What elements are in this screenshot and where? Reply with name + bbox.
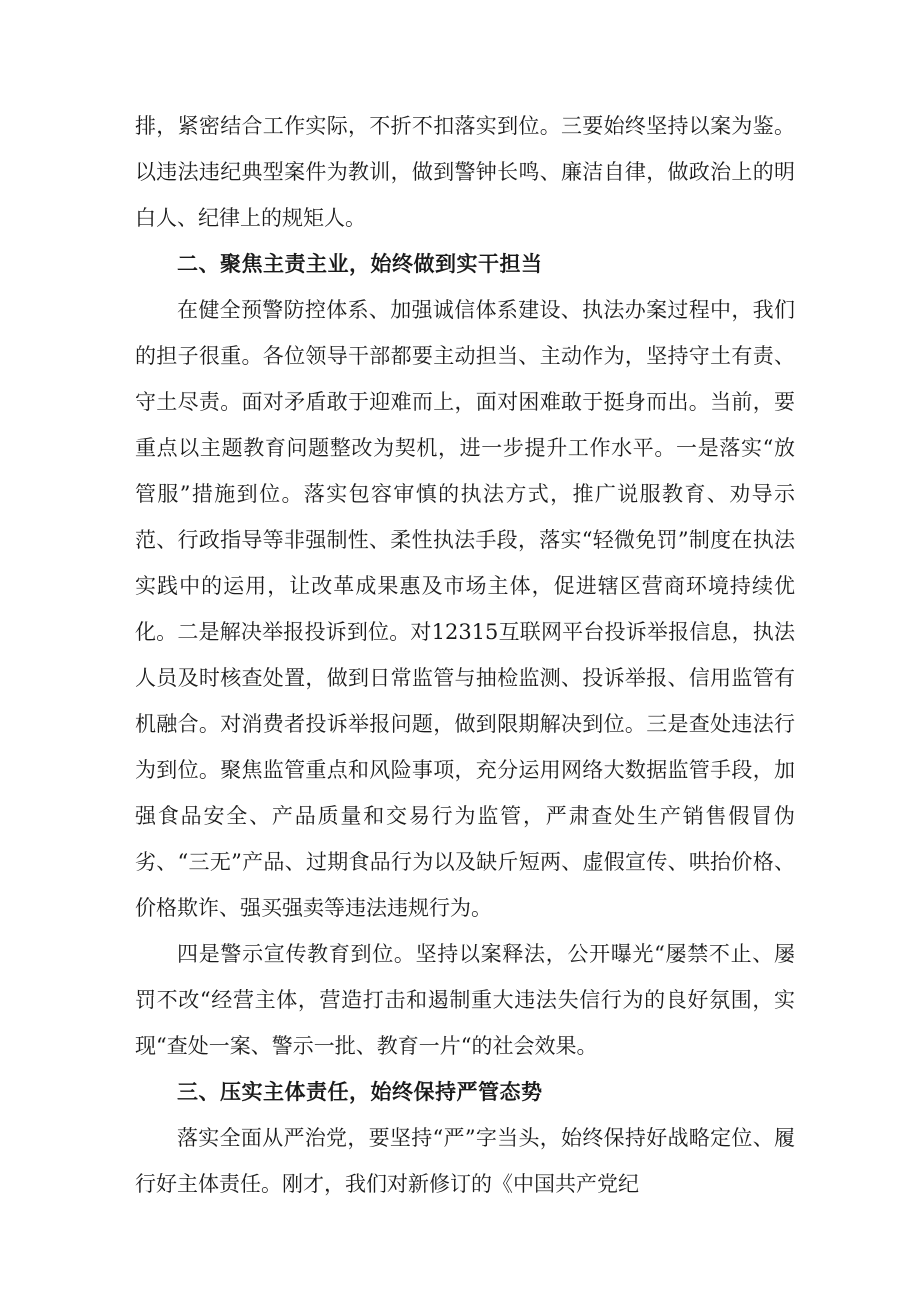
paragraph-continuation: 排，紧密结合工作实际，不折不扣落实到位。三要始终坚持以案为鉴。以违法违纪典型案件为教训，做到警钟长鸣、廉洁自律，做政治上的明白人、纪律上的规矩人。: [135, 114, 795, 230]
paragraph-section-2: 在健全预警防控体系、加强诚信体系建设、执法办案过程中，我们的担子很重。各位领导干部都要主动担当、主动作为，坚持守土有责、守土尽责。面对矛盾敢于迎难而上，面对困难敢于挺身而出。当前，要重点以主题教育问题整改为契机，进一步提升工作水平。一是落实“放管服”措施到位。落实包容审慎的执法方式，推广说服教育、劝导示范、行政指导等非强制性、柔性执法手段，落实“轻微免罚”制度在执法实践中的运用，让改革成果惠及市场主体，促进辖区营商环境持续优化。二是解决举报投诉到位。对12315互联网平台投诉举报信息，执法人员及时核查处置，做到日常监管与抽检监测、投诉举报、信用监管有机融合。对消费者投诉举报问题，做到限期解决到位。三是查处违法行为到位。聚焦监管重点和风险事项，充分运用网络大数据监管手段，加强食品安全、产品质量和交易行为监管，严肃查处生产销售假冒伪劣、“三无”产品、过期食品行为以及缺斤短两、虚假宣传、哄抬价格、价格欺诈、强买强卖等违法违规行为。: [135, 298, 795, 920]
paragraph-section-3: 落实全面从严治党，要坚持“严”字当头，始终保持好战略定位、履行好主体责任。刚才，我们对新修订的《中国共产党纪: [135, 1126, 795, 1196]
section-heading-2: 二、聚焦主责主业，始终做到实干担当: [177, 252, 543, 276]
paragraph-warning-education: 四是警示宣传教育到位。坚持以案释法，公开曝光“屡禁不止、屡罚不改“经营主体，营造打击和遏制重大违法失信行为的良好氛围，实现“查处一案、警示一批、教育一片“的社会效果。: [135, 942, 795, 1058]
section-heading-3: 三、压实主体责任，始终保持严管态势: [177, 1080, 543, 1104]
document-page: [135, 103, 795, 1207]
